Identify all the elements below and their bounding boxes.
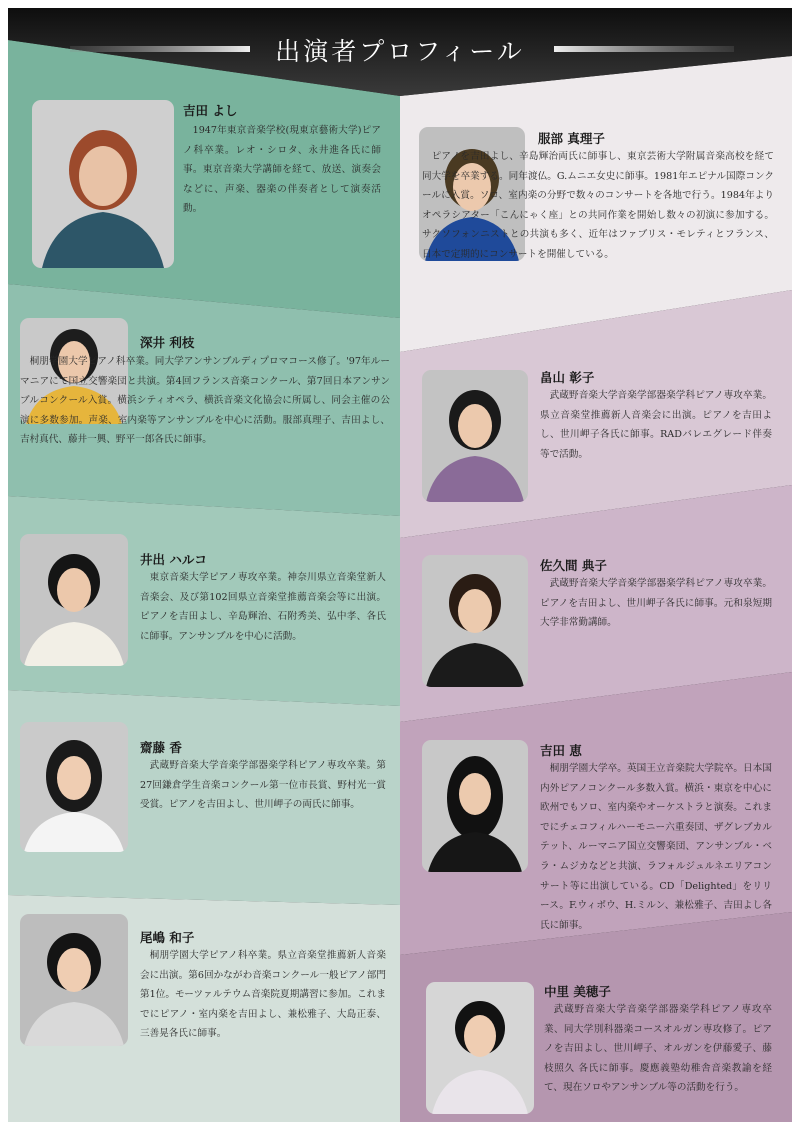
portrait-photo (20, 722, 128, 852)
performer-bio: 武蔵野音楽大学音楽学部器楽学科ピアノ専攻卒業。県立音楽堂推薦新人音楽会に出演。ピアノを吉田よし、世川岬子各氏に師事。RADバレエグレード伴奏等で活動。 (540, 390, 772, 460)
performer-name: 吉田 よし (183, 103, 238, 118)
performer-name: 吉田 恵 (540, 743, 582, 758)
performer-bio: 東京音楽大学ピアノ専攻卒業。神奈川県立音楽堂新人音楽会、及び第102回県立音楽堂推薦音楽会等に出演。ピアノを吉田よし、辛島輝治、石附秀美、弘中孝、各氏に師事。アンサンブルを中心に活動。 (140, 572, 386, 642)
portrait-photo (20, 914, 128, 1046)
performer-bio: ピアノを吉田よし、辛島輝治両氏に師事し、東京芸術大学附属音楽高校を経て同大学を卒業する。同年渡仏。G.ムニエ女史に師事。1981年エピナル国際コンクールに入賞。ソロ、室内楽の分野で数々のコンサートを各地で行う。1984年よりオペラシアター「こんにゃく座」との共同作業を開始し数々の初演に参加する。サクソフォンニストとの共演も多く、近年はファブリス・モレティとフランス、日本で定期的にコンサートを開催している。 (422, 151, 774, 260)
page-title: 出演者プロフィール (275, 37, 525, 66)
portrait-photo (422, 740, 528, 872)
performer-bio: 武蔵野音楽大学音楽学部器楽学科ピアノ専攻卒業。第27回鎌倉学生音楽コンクール第一位市長賞、野村光一賞受賞。ピアノを吉田よし、世川岬子の両氏に師事。 (140, 760, 386, 811)
portrait-photo (426, 982, 534, 1114)
performer-name: 服部 真理子 (538, 131, 605, 146)
portrait-photo (32, 100, 174, 268)
performer-bio: 武蔵野音楽大学音楽学部器楽学科ピアノ専攻卒業。ピアノを吉田よし、世川岬子各氏に師事。元和泉短期大学非常勤講師。 (540, 578, 772, 629)
performer-bio: 武蔵野音楽大学音楽学部器楽学科ピアノ専攻卒業、同大学別科器楽コースオルガン専攻修了。ピアノを吉田よし、世川岬子、オルガンを伊藤愛子、藤枝照久 各氏に師事。慶應義塾幼稚舎音楽教諭を経て、現在ソロやアンサンブル等の活動を行う。 (544, 1004, 772, 1094)
performer-bio: 桐朋学園大学ピアノ科卒業。県立音楽堂推薦新人音楽会に出演。第6回かながわ音楽コンクール一般ピアノ部門第1位。モーツァルテウム音楽院夏期講習に参加。これまでにピアノ・室内楽を吉田よし、兼松雅子、大島正泰、三善晃各氏に師事。 (140, 950, 386, 1040)
performer-bio: 桐朋学園大学卒。英国王立音楽院大学院卒。日本国内外ピアノコンクール多数入賞。横浜・東京を中心に欧州でもソロ、室内楽やオーケストラと演奏。これまでにチェコフィルハーモニー六重奏団、ザグレブカルテット、ルーマニア国立交響楽団、アンサンブル・ベラ・ムジカなどと共演、ラフォルジュルネエリアコンサート等に出演している。CD「Delighted」をリリース。F.ウィボウ、H.ミルン、兼松雅子、吉田よし各氏に師事。 (540, 763, 772, 931)
performer-name: 中里 美穂子 (544, 984, 611, 999)
portrait-photo (422, 555, 528, 687)
performer-bio: 桐朋学園大学ピアノ科卒業。同大学アンサンブルディプロマコース修了。'97年ルーマニアにて国立交響楽団と共演。第4回フランス音楽コンクール、第7回日本アンサンブルコンクール入賞。横浜シティオペラ、横浜音楽文化協会に所属し、同会主催の公演に多数参加。声楽、室内楽等アンサンブルを中心に活動。服部真理子、吉田よし、吉村真代、藤井一興、野平一郎各氏に師事。 (20, 356, 390, 446)
portrait-photo (20, 534, 128, 666)
performer-name: 齋藤 香 (140, 740, 182, 755)
performer-name: 深井 利枝 (140, 335, 195, 350)
performer-name: 佐久間 典子 (540, 558, 607, 573)
performer-name: 畠山 彰子 (540, 370, 595, 385)
performer-name: 尾嶋 和子 (140, 930, 195, 945)
performer-bio: 1947年東京音楽学校(現東京藝術大学)ピアノ科卒業。レオ・シロタ、永井進各氏に師事。東京音楽大学講師を経て、放送、演奏会などに、声楽、器楽の伴奏者として演奏活動。 (183, 125, 381, 215)
portrait-photo (422, 370, 528, 502)
performer-name: 井出 ハルコ (140, 552, 207, 567)
